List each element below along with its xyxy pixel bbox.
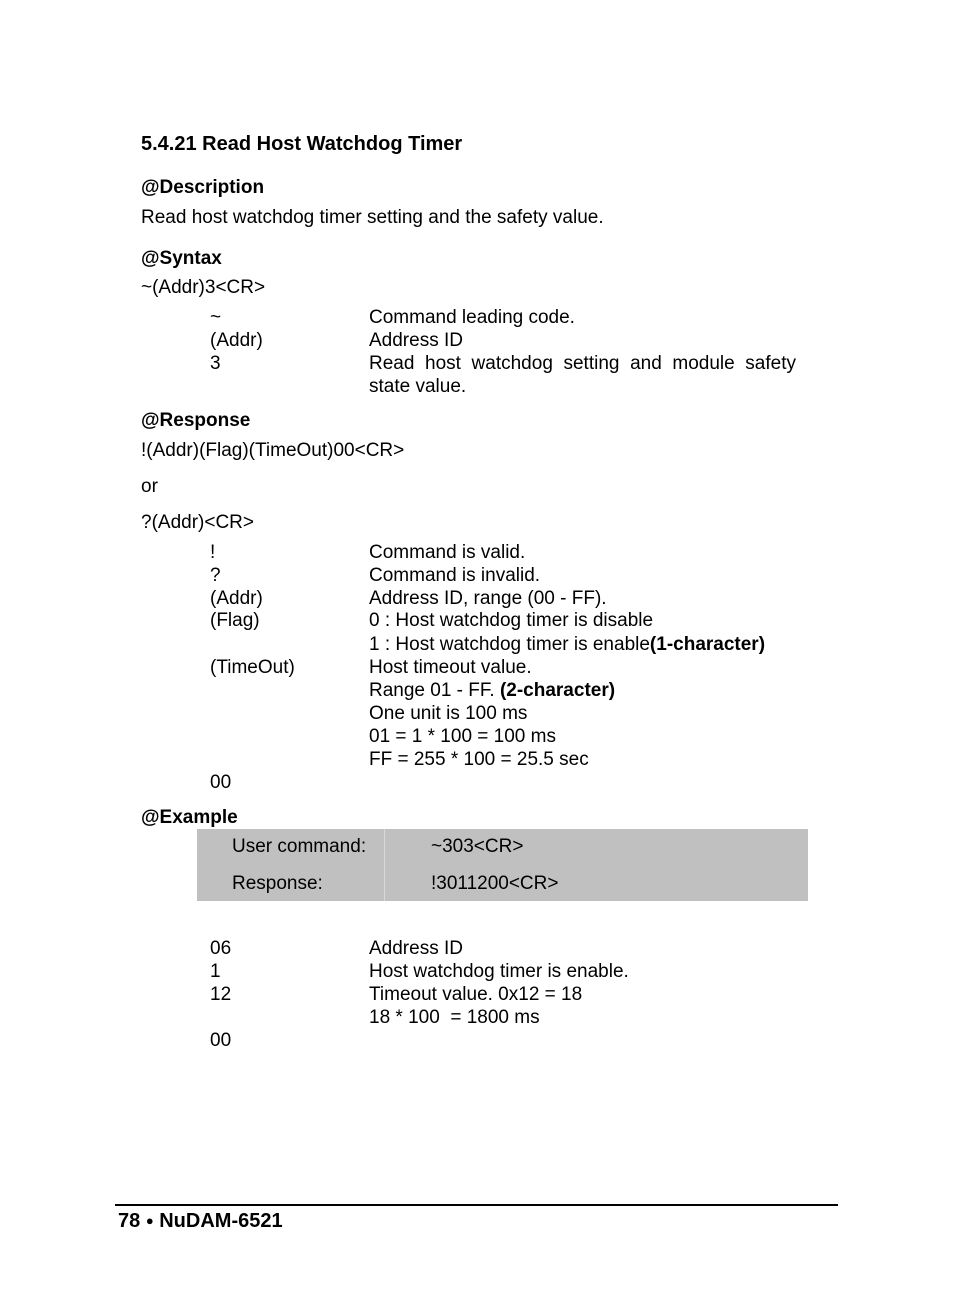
- syntax-heading: @Syntax: [141, 248, 222, 269]
- example-param-desc: Address ID: [369, 938, 463, 959]
- syntax-param-term: ~: [210, 307, 222, 328]
- syntax-param-desc: Read host watchdog setting and module safety state value.: [369, 353, 796, 397]
- example-param-desc: Timeout value. 0x12 = 18: [369, 984, 583, 1005]
- bullet-icon: ●: [145, 1213, 154, 1228]
- timeout-char-note: (2-character): [499, 680, 616, 701]
- response-param-desc: Address ID, range (00 - FF).: [369, 588, 607, 609]
- example-user-value: ~303<CR>: [431, 836, 524, 857]
- example-box: [197, 829, 808, 901]
- example-heading: @Example: [141, 807, 238, 828]
- example-param-term: 12: [210, 984, 232, 1005]
- syntax-param-term: (Addr): [210, 330, 263, 351]
- syntax-param-term: 3: [210, 353, 221, 374]
- example-param-desc: Host watchdog timer is enable.: [369, 961, 629, 982]
- response-or: or: [141, 476, 158, 497]
- syntax-command: ~(Addr)3<CR>: [141, 277, 266, 298]
- timeout-desc-line: 01 = 1 * 100 = 100 ms: [369, 726, 556, 747]
- timeout-range-text: Range 01 - FF.: [369, 680, 500, 701]
- timeout-desc-line: FF = 255 * 100 = 25.5 sec: [369, 749, 589, 770]
- response-param-term: (Flag): [210, 610, 260, 631]
- section-title: 5.4.21 Read Host Watchdog Timer: [141, 133, 463, 155]
- timeout-desc-line: Host timeout value.: [369, 657, 532, 678]
- description-heading: @Description: [141, 177, 265, 198]
- flag-desc-line: 0 : Host watchdog timer is disable: [369, 610, 654, 631]
- example-param-term: 1: [210, 961, 221, 982]
- timeout-desc-line: One unit is 100 ms: [369, 703, 528, 724]
- example-response-value: !3011200<CR>: [431, 873, 559, 894]
- flag-char-note: (1-character): [649, 634, 766, 655]
- response-param-desc: Command is invalid.: [369, 565, 541, 586]
- syntax-param-desc: Address ID: [369, 330, 463, 351]
- response-param-term: (Addr): [210, 588, 263, 609]
- flag-desc-line: [369, 633, 765, 656]
- syntax-param-desc: Command leading code.: [369, 307, 575, 328]
- response-heading: @Response: [141, 410, 251, 431]
- response-invalid-format: ?(Addr)<CR>: [141, 512, 254, 533]
- example-response-label: Response:: [232, 873, 323, 894]
- response-param-desc: Command is valid.: [369, 542, 526, 563]
- response-param-term: !: [210, 542, 216, 563]
- flag-desc-text: 1 : Host watchdog timer is enable: [369, 634, 650, 655]
- footer: [118, 1210, 283, 1234]
- example-divider: [384, 829, 385, 901]
- timeout-desc-line: [369, 679, 615, 702]
- response-param-term: (TimeOut): [210, 657, 295, 678]
- response-param-term: ?: [210, 565, 221, 586]
- example-param-desc: 18 * 100 = 1800 ms: [369, 1007, 540, 1028]
- page-number: 78: [118, 1210, 141, 1232]
- description-text: Read host watchdog timer setting and the safety value.: [141, 207, 604, 228]
- footer-rule: [115, 1204, 838, 1206]
- example-param-term: 00: [210, 1030, 232, 1051]
- example-user-label: User command:: [232, 836, 367, 857]
- response-param-term: 00: [210, 772, 232, 793]
- response-valid-format: !(Addr)(Flag)(TimeOut)00<CR>: [141, 440, 405, 461]
- product-name: NuDAM-6521: [159, 1210, 283, 1232]
- example-param-term: 06: [210, 938, 232, 959]
